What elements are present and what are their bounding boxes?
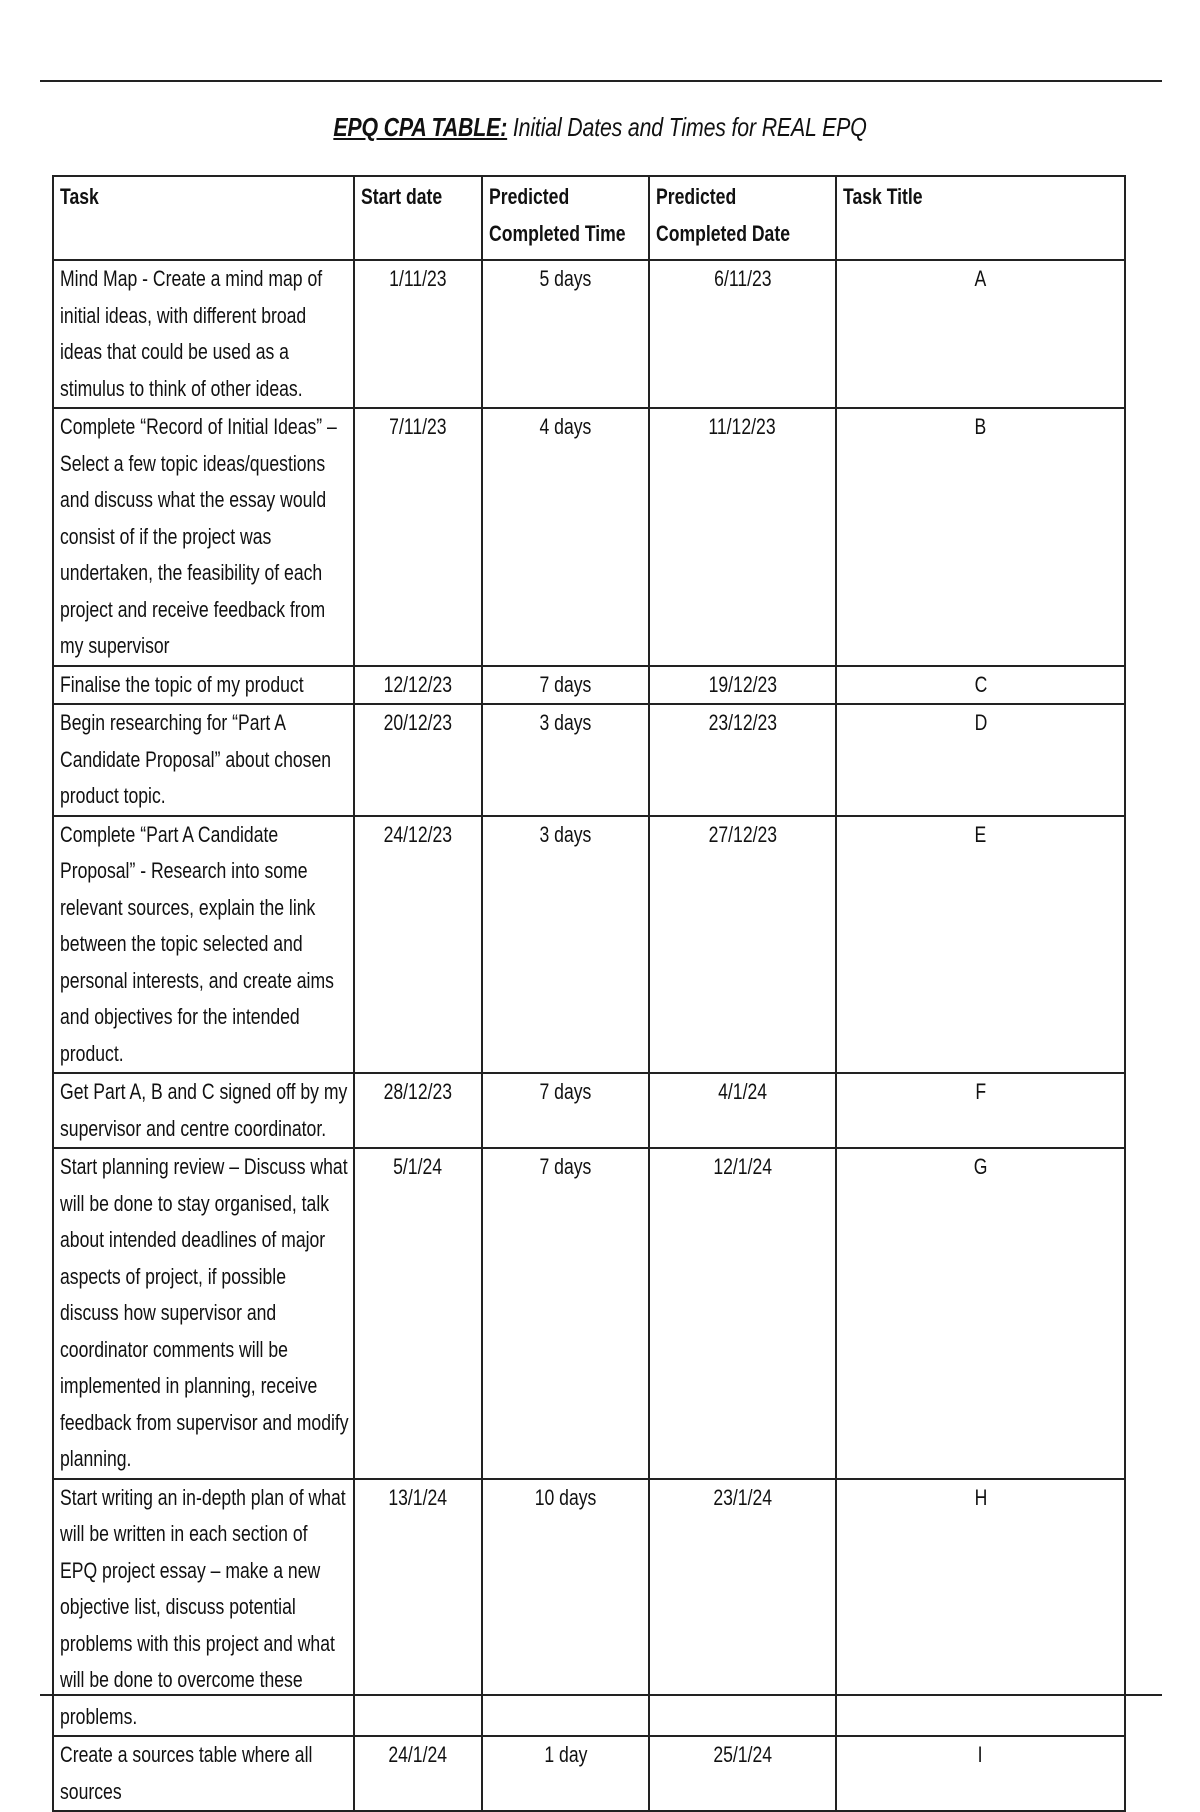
task-title-cell: D	[836, 704, 1125, 816]
top-rule	[40, 80, 1162, 82]
header-predicted-time: Predicted Completed Time	[482, 176, 649, 260]
header-predicted-date: Predicted Completed Date	[649, 176, 836, 260]
predicted-time-cell: 5 days	[482, 260, 649, 408]
task-title-cell: H	[836, 1479, 1125, 1737]
predicted-date-cell: 23/12/23	[649, 704, 836, 816]
task-title-cell: E	[836, 816, 1125, 1074]
table-row	[53, 1736, 1125, 1811]
title-rest: Initial Dates and Times for REAL EPQ	[507, 112, 867, 142]
table-row	[53, 1479, 1125, 1737]
bottom-rule	[40, 1694, 1162, 1696]
task-title-cell: B	[836, 408, 1125, 666]
predicted-time-cell: 7 days	[482, 1148, 649, 1479]
start-date-cell: 12/12/23	[354, 666, 482, 705]
header-task: Task	[53, 176, 354, 260]
table-row	[53, 704, 1125, 816]
table-row	[53, 1148, 1125, 1479]
table-row	[53, 408, 1125, 666]
predicted-time-cell: 3 days	[482, 816, 649, 1074]
header-task-title: Task Title	[836, 176, 1125, 260]
task-cell: Complete “Record of Initial Ideas” – Select a few topic ideas/questions and discuss what the essay would consist of if the project was undertaken, the feasibility of each project and receive feedback from my supervisor	[53, 408, 354, 666]
task-title-cell: C	[836, 666, 1125, 705]
task-cell: Start planning review – Discuss what will be done to stay organised, talk about intended deadlines of major aspects of project, if possible discuss how supervisor and coordinator comments will be implemented in planning, receive feedback from supervisor and modify planning.	[53, 1148, 354, 1479]
predicted-date-cell: 12/1/24	[649, 1148, 836, 1479]
start-date-cell: 13/1/24	[354, 1479, 482, 1737]
table-row	[53, 260, 1125, 408]
start-date-cell: 5/1/24	[354, 1148, 482, 1479]
task-cell: Mind Map - Create a mind map of initial ideas, with different broad ideas that could be used as a stimulus to think of other ideas.	[53, 260, 354, 408]
predicted-time-cell: 1 day	[482, 1736, 649, 1811]
start-date-cell: 28/12/23	[354, 1073, 482, 1148]
start-date-cell: 24/12/23	[354, 816, 482, 1074]
predicted-date-cell: 4/1/24	[649, 1073, 836, 1148]
task-cell: Finalise the topic of my product	[53, 666, 354, 705]
predicted-date-cell: 23/1/24	[649, 1479, 836, 1737]
predicted-time-cell: 7 days	[482, 666, 649, 705]
task-cell: Begin researching for “Part A Candidate Proposal” about chosen product topic.	[53, 704, 354, 816]
task-cell: Create a sources table where all sources	[53, 1736, 354, 1811]
predicted-date-cell: 11/12/23	[649, 408, 836, 666]
table-header-row	[53, 176, 1125, 260]
cpa-table	[52, 175, 1126, 1812]
predicted-date-cell: 25/1/24	[649, 1736, 836, 1811]
task-title-cell: G	[836, 1148, 1125, 1479]
predicted-time-cell: 4 days	[482, 408, 649, 666]
task-cell: Start writing an in-depth plan of what will be written in each section of EPQ project essay – make a new objective list, discuss potential problems with this project and what will be done to overcome these problems.	[53, 1479, 354, 1737]
task-title-cell: A	[836, 260, 1125, 408]
predicted-date-cell: 19/12/23	[649, 666, 836, 705]
document-title	[108, 112, 1092, 143]
header-start-date: Start date	[354, 176, 482, 260]
title-underlined: EPQ CPA TABLE:	[333, 112, 508, 142]
start-date-cell: 24/1/24	[354, 1736, 482, 1811]
start-date-cell: 20/12/23	[354, 704, 482, 816]
predicted-time-cell: 7 days	[482, 1073, 649, 1148]
start-date-cell: 7/11/23	[354, 408, 482, 666]
table-row	[53, 666, 1125, 705]
task-cell: Get Part A, B and C signed off by my supervisor and centre coordinator.	[53, 1073, 354, 1148]
predicted-time-cell: 3 days	[482, 704, 649, 816]
task-title-cell: F	[836, 1073, 1125, 1148]
start-date-cell: 1/11/23	[354, 260, 482, 408]
predicted-date-cell: 6/11/23	[649, 260, 836, 408]
table-row	[53, 816, 1125, 1074]
task-title-cell: I	[836, 1736, 1125, 1811]
table-row	[53, 1073, 1125, 1148]
predicted-time-cell: 10 days	[482, 1479, 649, 1737]
predicted-date-cell: 27/12/23	[649, 816, 836, 1074]
task-cell: Complete “Part A Candidate Proposal” - Research into some relevant sources, explain the link between the topic selected and personal interests, and create aims and objectives for the intended product.	[53, 816, 354, 1074]
